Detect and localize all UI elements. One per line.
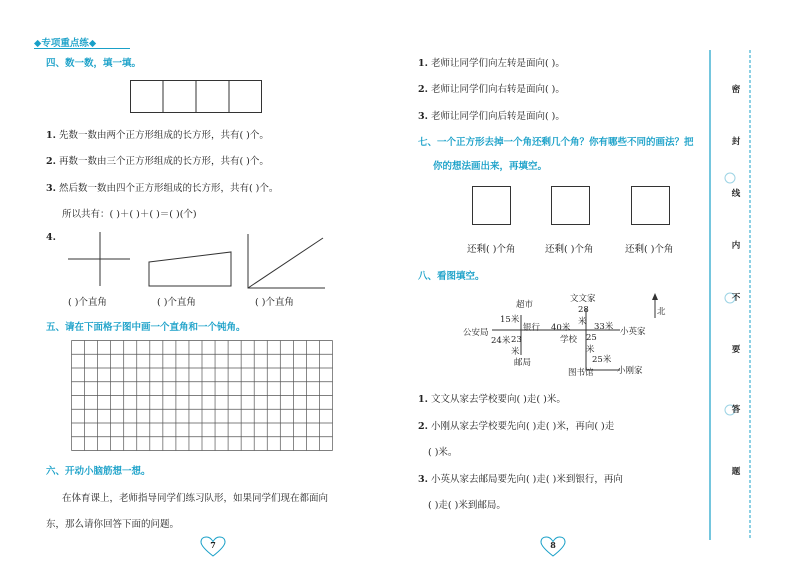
seal-char-6: 要: [731, 345, 741, 355]
map-d25b: 米: [586, 345, 595, 355]
header-label: 专项重点练: [41, 38, 89, 49]
page-number-8: 8: [550, 540, 556, 550]
seal-char-4: 内: [731, 241, 741, 251]
map-d33: 33米: [594, 322, 614, 332]
square-2: [551, 186, 591, 226]
fill-question-2: 2. 小刚从家去学校要先向( )走( )米，再向( )走: [418, 421, 615, 432]
map-d25c: 25米: [592, 355, 612, 365]
paragraph-line-2: 东，那么请你回答下面的问题。: [46, 519, 180, 530]
page-number-7: 7: [210, 540, 216, 550]
seal-char-3: 线: [731, 189, 741, 199]
right-question-3: 3. 老师让同学们向后转是面向( )。: [418, 111, 565, 122]
angle-figure: [245, 234, 329, 290]
section-7-line-2: 你的想法画出来，再填空。: [433, 161, 548, 172]
map-d25a: 25: [586, 333, 597, 343]
map-d28b: 米: [578, 317, 587, 327]
left-question-3: 3. 然后数一数由四个正方形组成的长方形，共有( )个。: [46, 183, 279, 194]
angle-caption-3: ( )个直角: [255, 297, 294, 308]
remain-caption-2: 还剩( )个角: [545, 244, 594, 255]
square-1: [472, 186, 512, 226]
left-question-1: 1. 先数一数由两个正方形组成的长方形，共有( )个。: [46, 130, 269, 141]
remain-caption-1: 还剩( )个角: [467, 244, 516, 255]
remain-caption-3: 还剩( )个角: [625, 244, 674, 255]
map-d24: 24米: [491, 336, 511, 346]
drawing-grid[interactable]: [71, 340, 333, 451]
fill-question-3: 3. 小英从家去邮局要先向( )走( )米到银行，再向: [418, 474, 623, 485]
square-3: [631, 186, 671, 226]
seal-char-1: 密: [731, 85, 741, 95]
map-d23b: 米: [511, 347, 520, 357]
header-badge: [34, 35, 96, 49]
left-question-2: 2. 再数一数由三个正方形组成的长方形，共有( )个。: [46, 156, 269, 167]
section-5-title: 五、请在下面格子图中画一个直角和一个钝角。: [46, 322, 246, 333]
map-north-label: 北: [657, 307, 666, 317]
map-library: 图书馆: [568, 368, 594, 378]
map-d28a: 28: [578, 305, 589, 315]
total-line: 所以共有：( )＋( )＋( )＝( )(个): [62, 209, 197, 220]
fill-question-3-cont: ( )走( )米到邮局。: [428, 500, 506, 511]
map-xiaogang-home: 小刚家: [617, 366, 643, 376]
map-d23a: 23: [511, 335, 522, 345]
seal-char-7: 答: [731, 405, 741, 415]
section-4-title: 四、数一数，填一填。: [46, 58, 142, 69]
map-police: 公安局: [463, 328, 489, 338]
seal-char-5: 不: [731, 293, 741, 303]
seal-char-8: 题: [731, 467, 741, 477]
left-question-4-num: 4.: [46, 232, 56, 243]
section-6-title: 六、开动小脑筋想一想。: [46, 466, 151, 477]
right-question-1: 1. 老师让同学们向左转是面向( )。: [418, 58, 565, 69]
map-xiaoying-home: 小英家: [620, 327, 646, 337]
right-question-2: 2. 老师让同学们向右转是面向( )。: [418, 84, 565, 95]
section-7-line-1: 七、一个正方形去掉一个角还剩几个角？你有哪些不同的画法？把: [418, 137, 694, 148]
map-d15: 15米: [500, 315, 520, 325]
diamond-icon: ◆: [88, 38, 97, 49]
seal-char-2: 封: [731, 137, 741, 147]
map-post-office: 邮局: [514, 358, 532, 368]
cross-lines-figure: [66, 232, 132, 290]
trapezoid-figure: [145, 250, 235, 290]
angle-caption-2: ( )个直角: [157, 297, 196, 308]
fill-question-2-cont: ( )米。: [428, 447, 458, 458]
angle-caption-1: ( )个直角: [68, 297, 107, 308]
map-d40: 40米: [551, 323, 571, 333]
diamond-icon: ◆: [34, 38, 42, 49]
map-bank: 银行: [523, 323, 541, 333]
header-underline: [34, 48, 130, 49]
map-wenwen-home: 文文家: [570, 294, 596, 304]
fill-question-1: 1. 文文从家去学校要向( )走( )米。: [418, 394, 566, 405]
paragraph-line-1: 在体育课上，老师指导同学们练习队形，如果同学们现在都面向: [62, 493, 329, 504]
section-8-title: 八、看图填空。: [418, 271, 485, 282]
map-supermarket: 超市: [516, 300, 534, 310]
map-school: 学校: [560, 335, 578, 345]
four-squares-figure: [130, 80, 262, 114]
